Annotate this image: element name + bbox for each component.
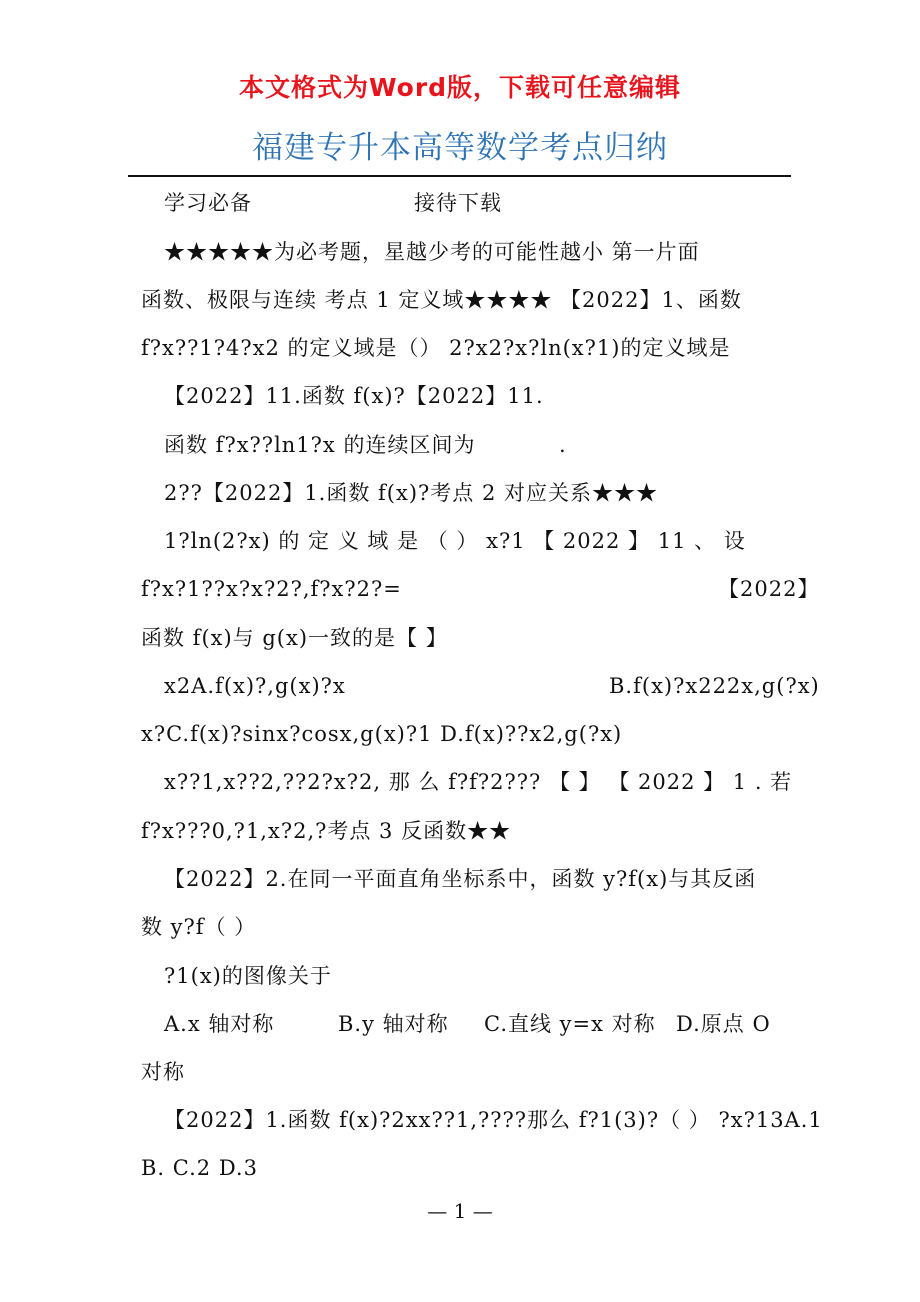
text-line: x?C.f(x)?sinx?cosx,g(x)?1 D.f(x)??x2,g(?x)	[141, 722, 623, 746]
text-segment: f?x?1??x?x?2?,f?x?2?=	[141, 577, 402, 601]
text-line: f?x??1?4?x2 的定义域是（） 2?x2?x?ln(x?1)的定义域是	[141, 336, 731, 360]
download-banner: 本文格式为Word版，下载可任意编辑	[238, 73, 682, 102]
download-label: 接待下载	[414, 191, 502, 215]
text-line: 2??【2022】1.函数 f(x)?考点 2 对应关系★★★	[164, 481, 659, 505]
options-line	[164, 1007, 771, 1041]
text-segment: 【2022】	[718, 577, 820, 601]
text-line: B. C.2 D.3	[141, 1156, 258, 1180]
text-line	[164, 669, 820, 703]
option-d: D.原点 O	[676, 1012, 771, 1036]
text-line: 数 y?f（ ）	[141, 915, 257, 939]
option-b: B.y 轴对称	[338, 1012, 449, 1036]
text-segment: .	[559, 433, 567, 457]
option-b: B.f(x)?x222x,g(?x)	[609, 674, 820, 698]
title-divider	[128, 175, 791, 177]
text-line: 1?ln(2?x) 的 定 义 域 是 （ ） x?1 【 2022 】 11 、 设	[164, 529, 746, 553]
option-c: C.直线 y=x 对称	[484, 1012, 656, 1036]
document-title: 福建专升本高等数学考点归纳	[252, 130, 668, 166]
text-line: f?x???0,?1,x?2,?考点 3 反函数★★	[141, 819, 512, 843]
text-line	[141, 572, 820, 606]
text-line: x??1,x??2,??2?x?2, 那 么 f?f?2??? 【 】 【 2022 】 1 . 若	[164, 770, 793, 794]
text-line: 函数 f(x)与 g(x)一致的是【 】	[141, 626, 448, 650]
option-a: x2A.f(x)?,g(x)?x	[164, 674, 346, 698]
text-line: 【2022】2.在同一平面直角坐标系中，函数 y?f(x)与其反函	[164, 867, 757, 891]
text-line: ★★★★★为必考题，星越少考的可能性越小 第一片面	[164, 240, 700, 264]
text-line: 【2022】11.函数 f(x)?【2022】11.	[164, 384, 544, 408]
text-line: 【2022】1.函数 f(x)?2xx??1,????那么 f?1(3)?（ ） ?x?13A.1	[164, 1108, 823, 1132]
page-number: — 1 —	[427, 1199, 493, 1223]
text-segment: 函数 f?x??ln1?x 的连续区间为	[164, 433, 476, 457]
text-line: 函数、极限与连续 考点 1 定义域★★★★ 【2022】1、函数	[141, 288, 742, 312]
option-a: A.x 轴对称	[164, 1012, 275, 1036]
header-line	[164, 186, 502, 220]
text-line: 对称	[141, 1060, 185, 1084]
study-label: 学习必备	[164, 191, 252, 215]
text-line: ?1(x)的图像关于	[164, 964, 332, 988]
text-line	[164, 428, 567, 462]
